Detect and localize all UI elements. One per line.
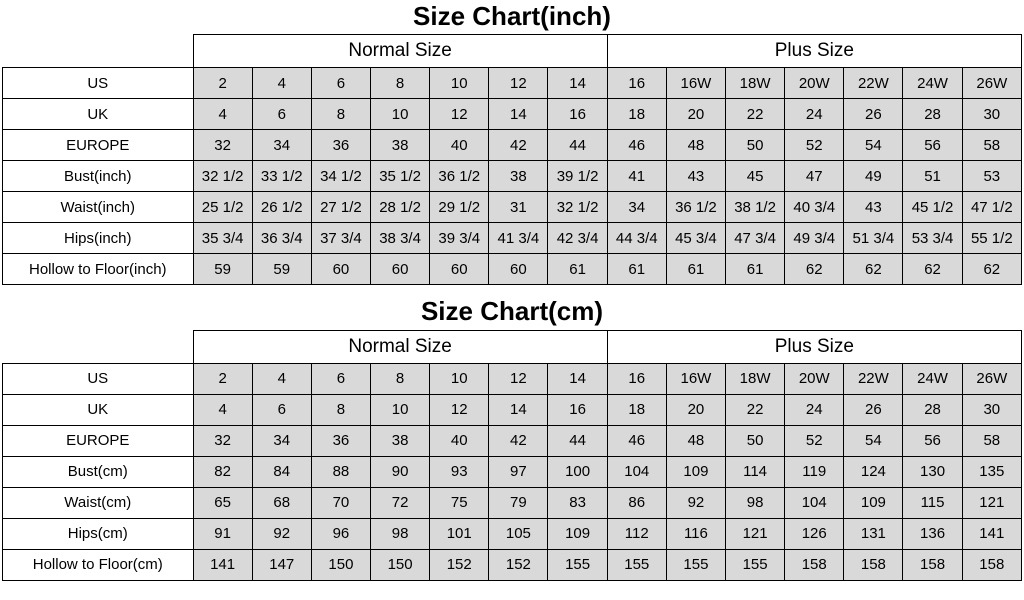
table-cell: 44 3/4 — [607, 223, 666, 254]
table-cell: 28 — [903, 99, 962, 130]
table-row — [3, 192, 1022, 223]
table-cell: 18 — [607, 99, 666, 130]
table-cell: 58 — [962, 130, 1021, 161]
table-cell: 96 — [311, 518, 370, 549]
table-cell: 8 — [371, 363, 430, 394]
table-cell: 92 — [252, 518, 311, 549]
table-cell: 36 3/4 — [252, 223, 311, 254]
table-cell: 16 — [548, 99, 607, 130]
table-cell: 131 — [844, 518, 903, 549]
block-divider — [0, 285, 1024, 295]
table-cell: 82 — [193, 456, 252, 487]
table-cell: 155 — [548, 549, 607, 580]
table-cell: 40 — [430, 425, 489, 456]
table-cell: 51 3/4 — [844, 223, 903, 254]
table-cell: 100 — [548, 456, 607, 487]
table-cell: 38 — [489, 161, 548, 192]
table-cell: 26W — [962, 68, 1021, 99]
table-cell: 30 — [962, 394, 1021, 425]
table-cell: 136 — [903, 518, 962, 549]
table-cell: 65 — [193, 487, 252, 518]
table-cell: 24W — [903, 363, 962, 394]
table-row — [3, 161, 1022, 192]
table-cell: 28 1/2 — [371, 192, 430, 223]
table-cell: 18W — [726, 68, 785, 99]
row-header: Waist(cm) — [3, 487, 194, 518]
table-cell: 52 — [785, 130, 844, 161]
table-cell: 32 — [193, 130, 252, 161]
table-cell: 40 3/4 — [785, 192, 844, 223]
table-cell: 34 — [252, 130, 311, 161]
table-cell: 39 3/4 — [430, 223, 489, 254]
table-cell: 10 — [371, 99, 430, 130]
table-cell: 20W — [785, 68, 844, 99]
table-cell: 60 — [371, 254, 430, 285]
table-cell: 27 1/2 — [311, 192, 370, 223]
table-cell: 10 — [371, 394, 430, 425]
table-cell: 45 — [726, 161, 785, 192]
table-row — [3, 549, 1022, 580]
table-cell: 24 — [785, 394, 844, 425]
table-cell: 116 — [666, 518, 725, 549]
table-cell: 68 — [252, 487, 311, 518]
table-cell: 47 3/4 — [726, 223, 785, 254]
table-cell: 60 — [311, 254, 370, 285]
group-header-normal-size: Normal Size — [193, 330, 607, 363]
table-cell: 119 — [785, 456, 844, 487]
size-table-cm — [2, 330, 1022, 581]
group-header-normal-size: Normal Size — [193, 35, 607, 68]
table-cell: 62 — [903, 254, 962, 285]
table-cell: 61 — [666, 254, 725, 285]
table-cell: 36 — [311, 425, 370, 456]
table-cell: 97 — [489, 456, 548, 487]
table-cell: 54 — [844, 130, 903, 161]
row-header: Hollow to Floor(cm) — [3, 549, 194, 580]
table-cell: 36 1/2 — [430, 161, 489, 192]
table-cell: 58 — [962, 425, 1021, 456]
table-cell: 26 — [844, 99, 903, 130]
table-row — [3, 456, 1022, 487]
table-cell: 61 — [607, 254, 666, 285]
table-cell: 29 1/2 — [430, 192, 489, 223]
table-cell: 60 — [489, 254, 548, 285]
table-cell: 79 — [489, 487, 548, 518]
table-cell: 14 — [548, 363, 607, 394]
table-cell: 45 1/2 — [903, 192, 962, 223]
table-cell: 40 — [430, 130, 489, 161]
table-cell: 8 — [371, 68, 430, 99]
table-cell: 158 — [903, 549, 962, 580]
page-title-cm: Size Chart(cm) — [420, 296, 604, 327]
row-header: Bust(inch) — [3, 161, 194, 192]
table-cell: 6 — [252, 394, 311, 425]
table-cell: 53 — [962, 161, 1021, 192]
table-cell: 4 — [252, 68, 311, 99]
table-cell: 24W — [903, 68, 962, 99]
table-row — [3, 394, 1022, 425]
table-cell: 26W — [962, 363, 1021, 394]
table-cell: 42 — [489, 425, 548, 456]
corner-cell — [3, 330, 194, 363]
table-cell: 90 — [371, 456, 430, 487]
table-cell: 48 — [666, 130, 725, 161]
table-cell: 24 — [785, 99, 844, 130]
table-cell: 55 1/2 — [962, 223, 1021, 254]
table-cell: 104 — [607, 456, 666, 487]
table-cell: 158 — [962, 549, 1021, 580]
table-cell: 121 — [726, 518, 785, 549]
table-cell: 105 — [489, 518, 548, 549]
group-header-row — [3, 35, 1022, 68]
table-cell: 91 — [193, 518, 252, 549]
row-header: Hips(inch) — [3, 223, 194, 254]
table-cell: 59 — [252, 254, 311, 285]
table-row — [3, 425, 1022, 456]
table-cell: 32 1/2 — [548, 192, 607, 223]
table-cell: 51 — [903, 161, 962, 192]
table-cell: 126 — [785, 518, 844, 549]
table-cell: 147 — [252, 549, 311, 580]
table-cell: 20W — [785, 363, 844, 394]
size-chart-cm-block — [0, 295, 1024, 580]
table-cell: 98 — [371, 518, 430, 549]
table-cell: 32 1/2 — [193, 161, 252, 192]
table-cell: 4 — [252, 363, 311, 394]
table-cell: 8 — [311, 99, 370, 130]
table-cell: 22W — [844, 68, 903, 99]
table-cell: 70 — [311, 487, 370, 518]
table-cell: 6 — [311, 363, 370, 394]
table-row — [3, 68, 1022, 99]
table-row — [3, 518, 1022, 549]
table-cell: 18 — [607, 394, 666, 425]
table-cell: 22W — [844, 363, 903, 394]
table-cell: 16 — [607, 68, 666, 99]
table-row — [3, 254, 1022, 285]
table-cell: 34 1/2 — [311, 161, 370, 192]
table-cell: 12 — [489, 68, 548, 99]
table-cell: 50 — [726, 425, 785, 456]
table-cell: 98 — [726, 487, 785, 518]
table-cell: 114 — [726, 456, 785, 487]
table-cell: 124 — [844, 456, 903, 487]
row-header: US — [3, 363, 194, 394]
table-cell: 26 1/2 — [252, 192, 311, 223]
table-cell: 158 — [785, 549, 844, 580]
table-cell: 4 — [193, 99, 252, 130]
table-cell: 92 — [666, 487, 725, 518]
table-cell: 34 — [607, 192, 666, 223]
row-header: Hips(cm) — [3, 518, 194, 549]
table-cell: 36 1/2 — [666, 192, 725, 223]
table-cell: 30 — [962, 99, 1021, 130]
group-header-row — [3, 330, 1022, 363]
table-cell: 47 — [785, 161, 844, 192]
table-cell: 32 — [193, 425, 252, 456]
row-header: EUROPE — [3, 130, 194, 161]
row-header: US — [3, 68, 194, 99]
row-header: UK — [3, 99, 194, 130]
table-cell: 83 — [548, 487, 607, 518]
row-header: Hollow to Floor(inch) — [3, 254, 194, 285]
table-cell: 88 — [311, 456, 370, 487]
table-cell: 8 — [311, 394, 370, 425]
table-row — [3, 223, 1022, 254]
row-header: Bust(cm) — [3, 456, 194, 487]
table-cell: 109 — [548, 518, 607, 549]
group-header-plus-size: Plus Size — [607, 330, 1021, 363]
row-header: UK — [3, 394, 194, 425]
table-cell: 52 — [785, 425, 844, 456]
table-cell: 12 — [430, 99, 489, 130]
table-cell: 38 3/4 — [371, 223, 430, 254]
table-cell: 150 — [371, 549, 430, 580]
table-cell: 41 3/4 — [489, 223, 548, 254]
table-cell: 61 — [726, 254, 785, 285]
table-cell: 41 — [607, 161, 666, 192]
table-cell: 33 1/2 — [252, 161, 311, 192]
table-cell: 26 — [844, 394, 903, 425]
table-cell: 101 — [430, 518, 489, 549]
table-row — [3, 130, 1022, 161]
table-cell: 22 — [726, 394, 785, 425]
table-cell: 35 1/2 — [371, 161, 430, 192]
table-cell: 62 — [844, 254, 903, 285]
table-cell: 135 — [962, 456, 1021, 487]
table-cell: 38 — [371, 130, 430, 161]
table-cell: 46 — [607, 130, 666, 161]
table-cell: 14 — [489, 394, 548, 425]
table-cell: 35 3/4 — [193, 223, 252, 254]
table-cell: 62 — [962, 254, 1021, 285]
table-cell: 14 — [489, 99, 548, 130]
table-cell: 25 1/2 — [193, 192, 252, 223]
table-cell: 45 3/4 — [666, 223, 725, 254]
table-cell: 14 — [548, 68, 607, 99]
table-cell: 16 — [607, 363, 666, 394]
row-header: EUROPE — [3, 425, 194, 456]
table-cell: 61 — [548, 254, 607, 285]
size-table-inch-body — [3, 35, 1022, 285]
table-cell: 16W — [666, 363, 725, 394]
table-cell: 109 — [666, 456, 725, 487]
table-cell: 150 — [311, 549, 370, 580]
table-cell: 37 3/4 — [311, 223, 370, 254]
row-header: Waist(inch) — [3, 192, 194, 223]
table-cell: 36 — [311, 130, 370, 161]
table-cell: 56 — [903, 425, 962, 456]
table-cell: 155 — [607, 549, 666, 580]
table-cell: 10 — [430, 363, 489, 394]
table-cell: 12 — [489, 363, 548, 394]
table-cell: 59 — [193, 254, 252, 285]
table-cell: 155 — [726, 549, 785, 580]
table-cell: 20 — [666, 394, 725, 425]
table-cell: 22 — [726, 99, 785, 130]
table-cell: 28 — [903, 394, 962, 425]
table-cell: 44 — [548, 425, 607, 456]
table-cell: 49 3/4 — [785, 223, 844, 254]
table-row — [3, 99, 1022, 130]
table-cell: 86 — [607, 487, 666, 518]
table-cell: 42 3/4 — [548, 223, 607, 254]
table-cell: 12 — [430, 394, 489, 425]
size-chart-inch-block — [0, 0, 1024, 285]
table-cell: 2 — [193, 68, 252, 99]
table-cell: 155 — [666, 549, 725, 580]
table-cell: 49 — [844, 161, 903, 192]
table-cell: 46 — [607, 425, 666, 456]
table-cell: 6 — [252, 99, 311, 130]
page-title-inch: Size Chart(inch) — [413, 1, 611, 31]
table-cell: 54 — [844, 425, 903, 456]
table-cell: 2 — [193, 363, 252, 394]
table-cell: 72 — [371, 487, 430, 518]
table-cell: 84 — [252, 456, 311, 487]
table-cell: 109 — [844, 487, 903, 518]
size-table-cm-body — [3, 330, 1022, 580]
table-cell: 56 — [903, 130, 962, 161]
size-table-inch — [2, 34, 1022, 285]
table-cell: 115 — [903, 487, 962, 518]
table-cell: 152 — [430, 549, 489, 580]
table-cell: 6 — [311, 68, 370, 99]
table-cell: 112 — [607, 518, 666, 549]
table-cell: 4 — [193, 394, 252, 425]
table-cell: 16W — [666, 68, 725, 99]
table-row — [3, 487, 1022, 518]
table-cell: 47 1/2 — [962, 192, 1021, 223]
table-cell: 43 — [666, 161, 725, 192]
table-cell: 34 — [252, 425, 311, 456]
table-cell: 62 — [785, 254, 844, 285]
table-cell: 48 — [666, 425, 725, 456]
table-cell: 38 1/2 — [726, 192, 785, 223]
corner-cell — [3, 35, 194, 68]
table-cell: 50 — [726, 130, 785, 161]
table-cell: 39 1/2 — [548, 161, 607, 192]
table-cell: 18W — [726, 363, 785, 394]
table-cell: 10 — [430, 68, 489, 99]
table-cell: 75 — [430, 487, 489, 518]
table-cell: 152 — [489, 549, 548, 580]
table-cell: 20 — [666, 99, 725, 130]
table-cell: 38 — [371, 425, 430, 456]
table-cell: 158 — [844, 549, 903, 580]
table-cell: 93 — [430, 456, 489, 487]
table-cell: 53 3/4 — [903, 223, 962, 254]
table-cell: 141 — [962, 518, 1021, 549]
table-cell: 44 — [548, 130, 607, 161]
table-cell: 42 — [489, 130, 548, 161]
table-cell: 121 — [962, 487, 1021, 518]
table-cell: 60 — [430, 254, 489, 285]
table-cell: 104 — [785, 487, 844, 518]
table-cell: 130 — [903, 456, 962, 487]
table-cell: 141 — [193, 549, 252, 580]
table-cell: 31 — [489, 192, 548, 223]
table-cell: 16 — [548, 394, 607, 425]
table-row — [3, 363, 1022, 394]
group-header-plus-size: Plus Size — [607, 35, 1021, 68]
table-cell: 43 — [844, 192, 903, 223]
